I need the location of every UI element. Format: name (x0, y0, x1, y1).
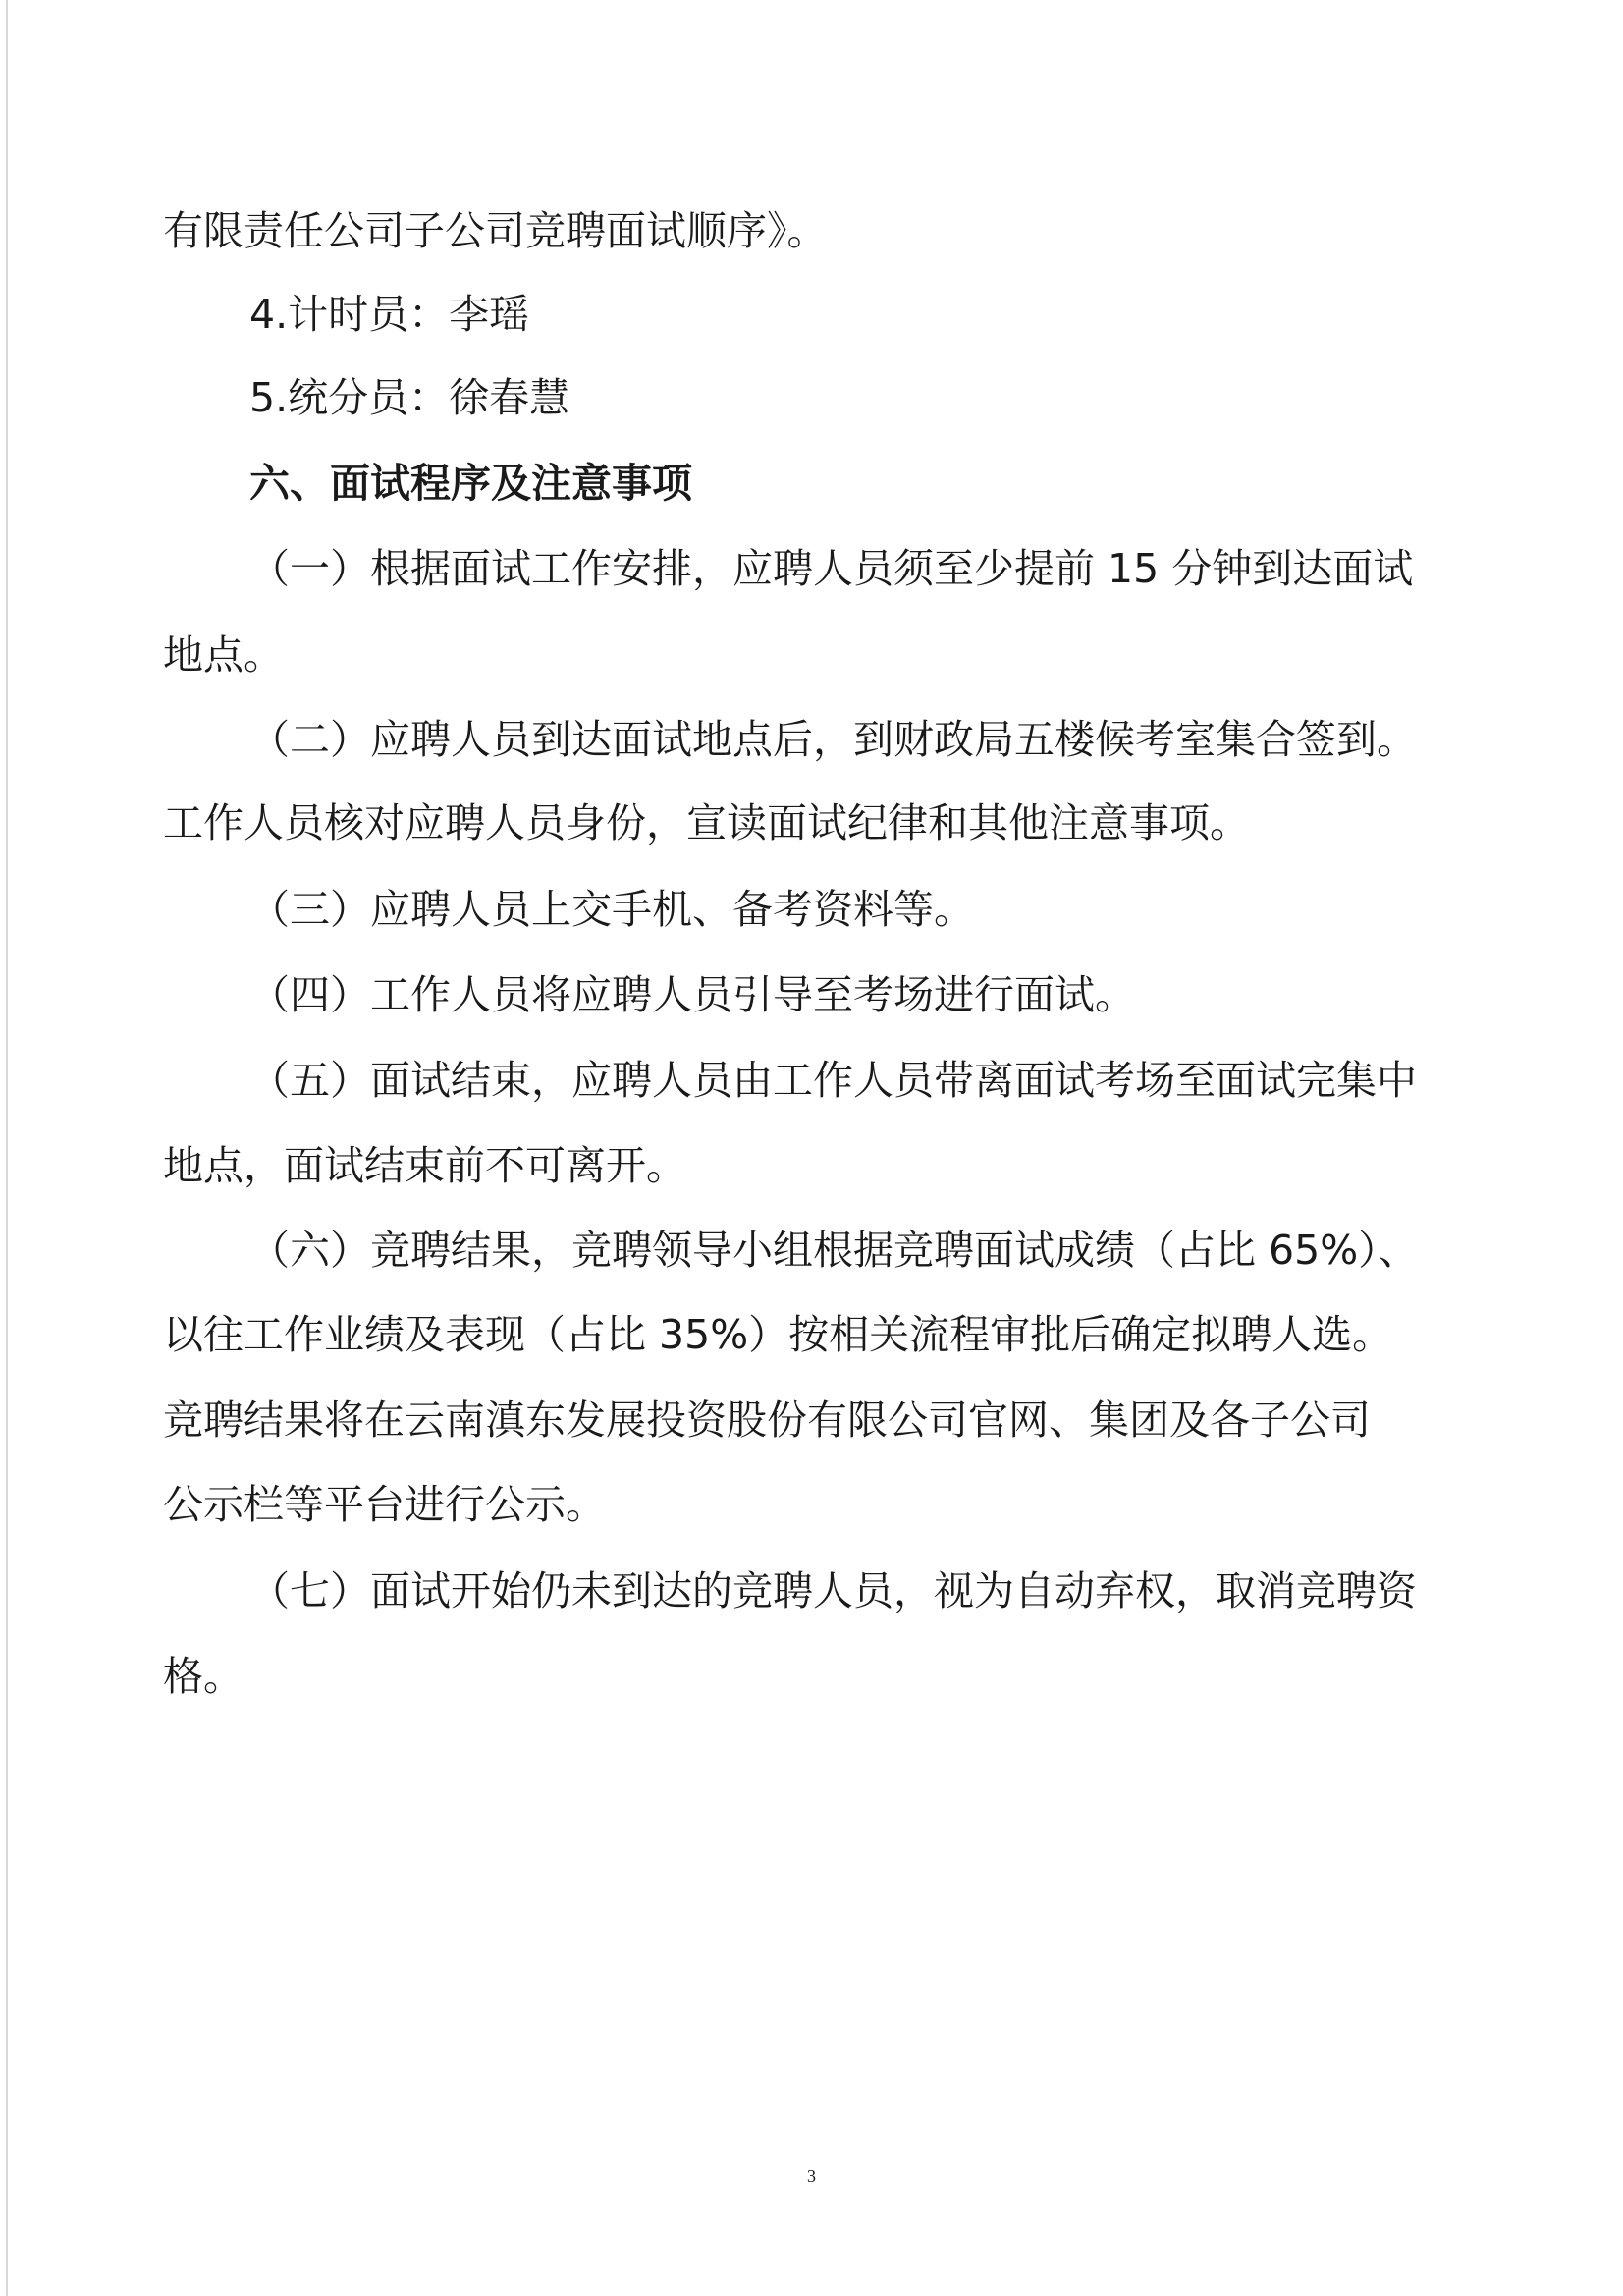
text-line: 地点，面试结束前不可离开。 (163, 1142, 686, 1189)
text-line: （三）应聘人员上交手机、备考资料等。 (249, 886, 974, 933)
text-line: 4.计时员：李瑶 (249, 291, 530, 338)
page-number: 3 (807, 2166, 816, 2186)
text-line: 格。 (163, 1653, 243, 1700)
text-line: 公示栏等平台进行公示。 (163, 1481, 606, 1528)
text-line: 有限责任公司子公司竞聘面试顺序》。 (163, 207, 828, 254)
text-line: 5.统分员：徐春慧 (249, 374, 570, 421)
section-heading: 六、面试程序及注意事项 (249, 460, 692, 507)
page-edge (6, 0, 8, 2296)
text-line: （二）应聘人员到达面试地点后，到财政局五楼候考室集合签到。 (249, 716, 1417, 763)
text-line: （一）根据面试工作安排，应聘人员须至少提前 15 分钟到达面试 (249, 545, 1414, 592)
text-line: （六）竞聘结果，竞聘领导小组根据竞聘面试成绩（占比 65%）、 (249, 1227, 1419, 1274)
text-line: 以往工作业绩及表现（占比 35%）按相关流程审批后确定拟聘人选。 (163, 1311, 1393, 1358)
text-line: 工作人员核对应聘人员身份，宣读面试纪律和其他注意事项。 (163, 799, 1250, 847)
text-line: （五）面试结束，应聘人员由工作人员带离面试考场至面试完集中 (249, 1057, 1417, 1104)
text-line: 地点。 (163, 631, 284, 679)
text-line: （四）工作人员将应聘人员引导至考场进行面试。 (249, 971, 1135, 1018)
text-line: （七）面试开始仍未到达的竞聘人员，视为自动弃权，取消竞聘资 (249, 1567, 1417, 1614)
text-line: 竞聘结果将在云南滇东发展投资股份有限公司官网、集团及各子公司 (163, 1396, 1371, 1444)
